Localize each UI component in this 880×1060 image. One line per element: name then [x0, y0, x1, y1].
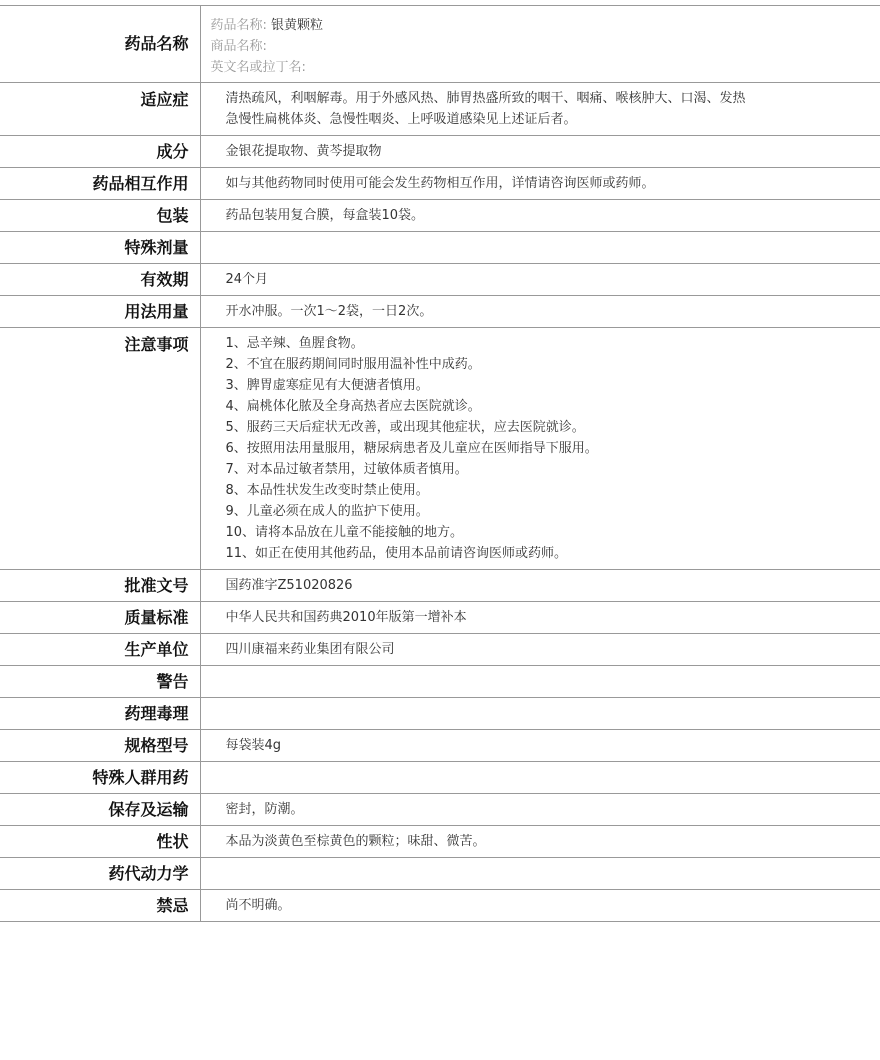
generic-name-line: [211, 15, 880, 36]
value-pharmacology: [200, 698, 880, 730]
label-manufacturer: 生产单位: [0, 634, 200, 666]
value-appearance: 本品为淡黄色至棕黄色的颗粒；味甜、微苦。: [200, 826, 880, 858]
label-validity: 有效期: [0, 264, 200, 296]
label-drug-name: 药品名称: [0, 6, 200, 83]
precaution-item: 7、对本品过敏者禁用，过敏体质者慎用。: [225, 462, 468, 477]
latin-name-key: 英文名或拉丁名:: [210, 60, 306, 75]
precaution-item: 3、脾胃虚寒症见有大便溏者慎用。: [225, 378, 429, 393]
label-pharmacokinetics: 药代动力学: [0, 858, 200, 890]
row-storage: [0, 794, 880, 826]
label-pharmacology: 药理毒理: [0, 698, 200, 730]
value-approval: 国药准字Z51020826: [200, 570, 880, 602]
value-pharmacokinetics: [200, 858, 880, 890]
value-drug-name: [200, 6, 880, 83]
row-indications: [0, 83, 880, 136]
label-special-dosage: 特殊剂量: [0, 232, 200, 264]
value-manufacturer: 四川康福来药业集团有限公司: [200, 634, 880, 666]
value-contraindications: 尚不明确。: [200, 890, 880, 922]
row-interactions: [0, 168, 880, 200]
row-special-dosage: [0, 232, 880, 264]
row-warning: [0, 666, 880, 698]
precaution-item: 11、如正在使用其他药品，使用本品前请咨询医师或药师。: [225, 546, 568, 561]
row-contraindications: [0, 890, 880, 922]
label-ingredients: 成分: [0, 136, 200, 168]
label-interactions: 药品相互作用: [0, 168, 200, 200]
latin-name-line: [211, 57, 880, 78]
value-ingredients: 金银花提取物、黄芩提取物: [200, 136, 880, 168]
label-precautions: 注意事项: [0, 328, 200, 570]
label-indications: 适应症: [0, 83, 200, 136]
precaution-item: 1、忌辛辣、鱼腥食物。: [225, 336, 364, 351]
value-specification: 每袋装4g: [200, 730, 880, 762]
row-special-population: [0, 762, 880, 794]
drug-spec-table: [0, 5, 880, 922]
value-quality-standard: 中华人民共和国药典2010年版第一增补本: [200, 602, 880, 634]
value-validity: 24个月: [200, 264, 880, 296]
value-special-dosage: [200, 232, 880, 264]
precaution-item: 5、服药三天后症状无改善，或出现其他症状，应去医院就诊。: [225, 420, 585, 435]
row-manufacturer: [0, 634, 880, 666]
row-approval: [0, 570, 880, 602]
label-usage: 用法用量: [0, 296, 200, 328]
label-storage: 保存及运输: [0, 794, 200, 826]
row-drug-name: [0, 6, 880, 83]
row-appearance: [0, 826, 880, 858]
indications-line: 急慢性扁桃体炎、急慢性咽炎、上呼吸道感染见上述证后者。: [225, 112, 577, 127]
label-specification: 规格型号: [0, 730, 200, 762]
precaution-item: 9、儿童必须在成人的监护下使用。: [225, 504, 429, 519]
value-warning: [200, 666, 880, 698]
value-packaging: 药品包装用复合膜，每盒装10袋。: [200, 200, 880, 232]
value-storage: 密封，防潮。: [200, 794, 880, 826]
generic-name-value: 银黄颗粒: [271, 18, 324, 33]
trade-name-line: [211, 36, 880, 57]
indications-line: 清热疏风，利咽解毒。用于外感风热、肺胃热盛所致的咽干、咽痛、喉核肿大、口渴、发热: [225, 91, 746, 106]
row-precautions: [0, 328, 880, 570]
label-contraindications: 禁忌: [0, 890, 200, 922]
precaution-item: 10、请将本品放在儿童不能接触的地方。: [225, 525, 464, 540]
label-appearance: 性状: [0, 826, 200, 858]
precaution-item: 2、不宜在服药期间同时服用温补性中成药。: [225, 357, 481, 372]
value-precautions: [200, 328, 880, 570]
row-validity: [0, 264, 880, 296]
value-special-population: [200, 762, 880, 794]
row-ingredients: [0, 136, 880, 168]
label-approval: 批准文号: [0, 570, 200, 602]
row-usage: [0, 296, 880, 328]
row-quality-standard: [0, 602, 880, 634]
row-pharmacokinetics: [0, 858, 880, 890]
value-interactions: 如与其他药物同时使用可能会发生药物相互作用，详情请咨询医师或药师。: [200, 168, 880, 200]
trade-name-key: 商品名称:: [210, 39, 267, 54]
value-usage: 开水冲服。一次1～2袋，一日2次。: [200, 296, 880, 328]
precaution-item: 6、按照用法用量服用，糖尿病患者及儿童应在医师指导下服用。: [225, 441, 598, 456]
row-specification: [0, 730, 880, 762]
row-packaging: [0, 200, 880, 232]
precaution-item: 4、扁桃体化脓及全身高热者应去医院就诊。: [225, 399, 481, 414]
generic-name-key: 药品名称:: [210, 18, 267, 33]
row-pharmacology: [0, 698, 880, 730]
precaution-item: 8、本品性状发生改变时禁止使用。: [225, 483, 429, 498]
label-quality-standard: 质量标准: [0, 602, 200, 634]
label-packaging: 包装: [0, 200, 200, 232]
label-special-population: 特殊人群用药: [0, 762, 200, 794]
value-indications: [200, 83, 880, 136]
label-warning: 警告: [0, 666, 200, 698]
